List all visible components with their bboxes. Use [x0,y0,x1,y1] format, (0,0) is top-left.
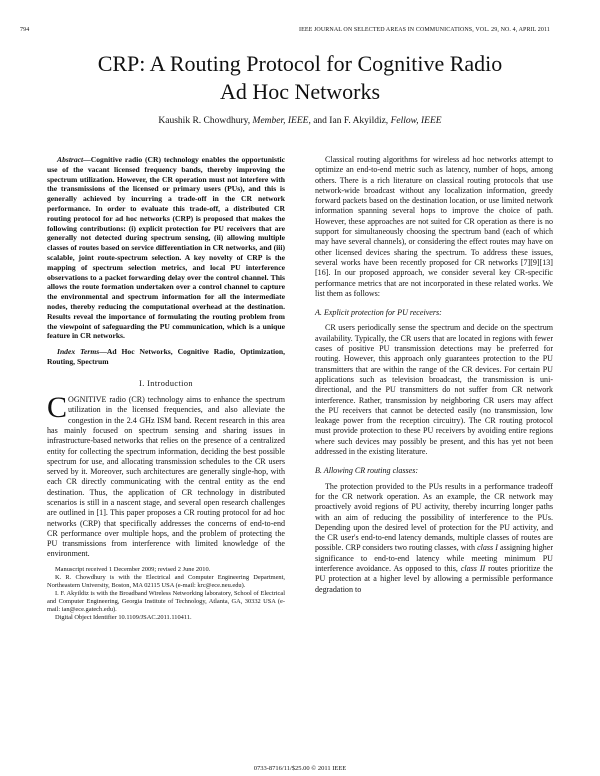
subsection-a-text: CR users periodically sense the spectrum and decide on the spectrum availability. Typically, the CR users that are located in regions with fewer cases of positive PU transmission detections may be preferred for routing. However, this approach only guarantees protection to the PU transmitters that are within the range of the CR devices. For certain PU applications such as television broadcast, the transmission is uni-directional, and the PU transmitters do not suffer from CR network interference. Rather, transmission by neighboring CR users may affect the PU receivers that cannot be detected easily (no transmission, low leakage power from the reception circuitry). The CR routing protocol must provide protection to these PU receivers by avoiding entire regions where such devices may possibly be present, and this has yet not been addressed in the existing literature. [315,323,553,457]
footnote-akyildiz: I. F. Akyildiz is with the Broadband Wireless Networking laboratory, School of Electrical and Computer Engineering, Georgia Institute of Technology, Atlanta, GA, 30332 USA (e-mail: ian@ece.gatech.edu). [47,589,285,613]
author-connector: , and Ian F. Akyildiz, [308,116,391,126]
left-column [47,155,285,622]
abstract-text: —Cognitive radio (CR) technology enables the opportunistic use of the vacant licensed frequency bands, thereby improving the spectrum utilization. However, the CR operation must not interfere with the transmissions of the licensed or primary users (PUs), and this is generally achieved by incurring a trade-off in the CR network performance. In order to evaluate this trade-off, a distributed CR routing protocol for ad hoc networks (CRP) is proposed that makes the following contributions: (i) explicit protection for PU receivers that are generally not detected during spectrum sensing, (ii) allowing multiple classes of routes based on service differentiation in CR networks, and (iii) scalable, joint route-spectrum selection. A key novelty of CRP is the mapping of spectrum selection metrics, and local PU interference observations to a packet forwarding delay over the control channel. This allows the route formation undertaken over a control channel to capture the environmental and spectrum information for all the intermediate nodes, thereby reducing the computational overhead at the destination. Results reveal the importance of formulating the routing problem from the viewpoint of safeguarding the PU communication, which is a unique feature in CR networks. [47,155,285,341]
index-terms-text: —Ad Hoc Networks, Cognitive Radio, Optimization, Routing, Spectrum [47,347,286,366]
abstract-label: Abstract [57,155,84,164]
subsection-b-text [315,482,553,595]
index-terms [47,347,285,367]
footnote-chowdhury: K. R. Chowdhury is with the Electrical and Computer Engineering Department, Northeastern University, Boston, MA 02115 USA (e-mail: krc@ece.neu.edu). [47,573,285,589]
page-number: 794 [20,27,30,33]
subsection-b-title: B. Allowing CR routing classes: [315,466,419,476]
routing-overview-paragraph: Classical routing algorithms for wireless ad hoc networks attempt to optimize an end-to-end metric such as latency, number of hops, among others. There is a rich literature on classical routing protocols that use network-wide broadcast without any localization information, greedy forward packets based on the destination location, or use limited network information spanning several hops to improve the choice of path. However, these approaches are not suited for CR operation as there is no support for simultaneously choosing the spectrum band (each of which may have several channels), or considering the effect routes may have on other licensed devices sharing the spectrum. To address these issues, several works have been recently proposed for CR networks [7][9][13][16]. In our proposed approach, we consider several key CR-specific performance metrics that are not incorporated in these related works. We list them as follows: [315,155,553,298]
author-1: Kaushik R. Chowdhury, [158,116,253,126]
class-1-term: class I [477,543,498,553]
title-line-2: Ad Hoc Networks [219,79,381,104]
subsection-a-title: A. Explicit protection for PU receivers: [315,308,442,318]
footnote-doi: Digital Object Identifier 10.1109/JSAC.2011.110411. [55,613,192,621]
subsection-b-part-1: The protection provided to the PUs results in a performance tradeoff for the CR network operation. As an example, the CR network may proactively avoid regions of PU activity, thereby incurring longer paths with an aim of reducing the possibility of interference to the PUs. Depending upon the desired level of protection for the PU activity, and the CR user's end-to-end latency demands, multiple classes of routes are possible. CRP considers two routing classes, with [315,481,553,553]
subsection-b-part-3: routes prioritize the PU protection at a higher level by allowing a permissible performance degradation to [315,563,553,594]
author-line [0,116,600,126]
footnotes [47,566,285,622]
footnote-received: Manuscript received 1 December 2009; revised 2 June 2010. [55,565,211,573]
author-1-role: Member, IEEE [252,116,309,126]
right-column [315,155,553,595]
title-line-1: CRP: A Routing Protocol for Cognitive Radio [97,51,503,76]
subsection-b-part-2: assigning higher significance to end-to-end latency while meeting minimum PU interference avoidance. As opposed to this, [315,543,553,573]
abstract [47,155,285,341]
index-terms-label: Index Terms [57,347,100,357]
paper-title [0,50,600,106]
class-2-term: class II [460,563,486,573]
author-2-role: Fellow, IEEE [390,116,442,126]
journal-name: IEEE JOURNAL ON SELECTED AREAS IN COMMUNICATIONS, VOL. 29, NO. 4, APRIL 2011 [299,27,550,33]
section-heading-introduction: I. Introduction [139,378,193,388]
intro-text: OGNITIVE radio (CR) technology aims to enhance the spectrum utilization in the licensed frequencies, and also alleviate the congestion in the 2.4 GHz ISM band. Recent research in this area has mainly focused on spectrum sensing and sharing issues in infrastructure-based networks that relies on the presence of a centralized entity for collecting the spectrum information, deciding the best possible spectrum for use, and allocating transmission schedules to the CR users served by it. Moreover, such architectures are generally single-hop, with each CR directly communicating with the central entity as the end destination. Thus, the application of CR technology in distributed scenarios is still in a nascent stage, and several open research challenges are outlined in [1]. This paper proposes a CR routing protocol for ad hoc networks (CRP) that specifically addresses the concerns of end-to-end CR performance over multiple hops, and the problem of protecting the PU transmissions from interference with limited knowledge of the environment. [47,395,285,559]
intro-paragraph [47,391,285,560]
drop-cap: C [47,391,68,425]
copyright-footer: 0733-8716/11/$25.00 © 2011 IEEE [253,765,347,772]
